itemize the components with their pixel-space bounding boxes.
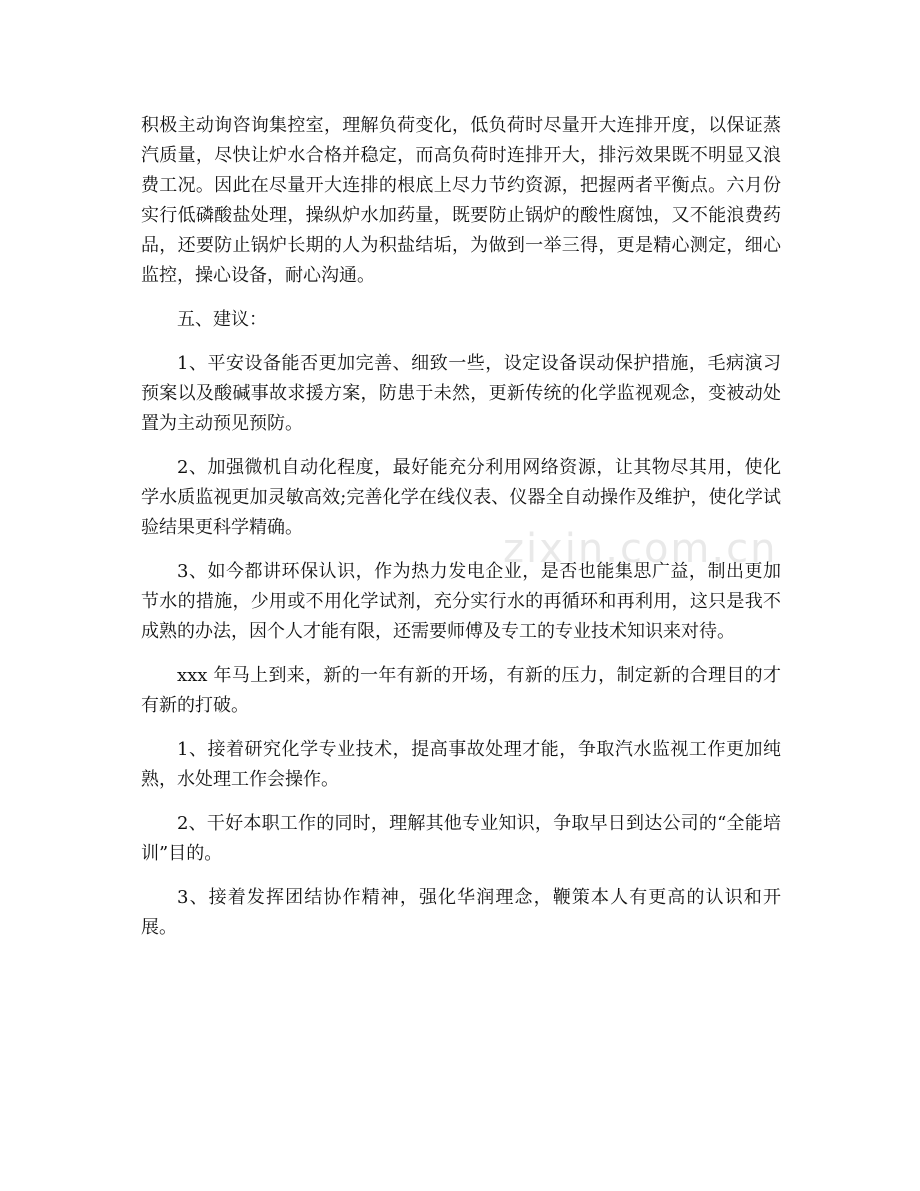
paragraph-7: 1、接着研究化学专业技术，提高事故处理才能，争取汽水监视工作更加纯熟，水处理工作会操作。 <box>141 739 781 790</box>
paragraph-3: 1、平安设备能否更加完善、细致一些，设定设备误动保护措施，毛病演习预案以及酸碱事故求援方案，防患于未然，更新传统的化学监视观念，变被动处置为主动预见预防。 <box>141 353 781 434</box>
paragraph-9: 3、接着发挥团结协作精神，强化华润理念，鞭策本人有更高的认识和开展。 <box>141 887 781 938</box>
section-heading-suggestions: 五、建议： <box>177 309 267 330</box>
paragraph-6: xxx 年马上到来，新的一年有新的开场，有新的压力，制定新的合理目的才有新的打破。 <box>141 665 781 716</box>
paragraph-8: 2、干好本职工作的同时，理解其他专业知识，争取早日到达公司的“全能培训”目的。 <box>141 813 781 864</box>
paragraph-1: 积极主动询咨询集控室，理解负荷变化，低负荷时尽量开大连排开度，以保证蒸汽质量，尽快让炉水合格并稳定，而高负荷时连排开大，排污效果既不明显又浪费工况。因此在尽量开大连排的根底上尽力节约资源，把握两者平衡点。六月份实行低磷酸盐处理，操纵炉水加药量，既要防止锅炉的酸性腐蚀，又不能浪费药品，还要防止锅炉长期的人为积盐结垢，为做到一举三得，更是精心测定，细心监控，操心设备，耐心沟通。 <box>141 115 781 286</box>
paragraph-4: 2、加强微机自动化程度，最好能充分利用网络资源，让其物尽其用，使化学水质监视更加灵敏高效;完善化学在线仪表、仪器全自动操作及维护，使化学试验结果更科学精确。 <box>141 457 781 538</box>
watermark-text: zixin.com.cn <box>503 526 778 572</box>
paragraph-5: 3、如今都讲环保认识，作为热力发电企业，是否也能集思广益，制出更加节水的措施，少用或不用化学试剂，充分实行水的再循环和再利用，这只是我不成熟的办法，因个人才能有限，还需要师傅及专工的专业技术知识来对待。 <box>141 561 781 642</box>
document-body <box>141 111 781 957</box>
